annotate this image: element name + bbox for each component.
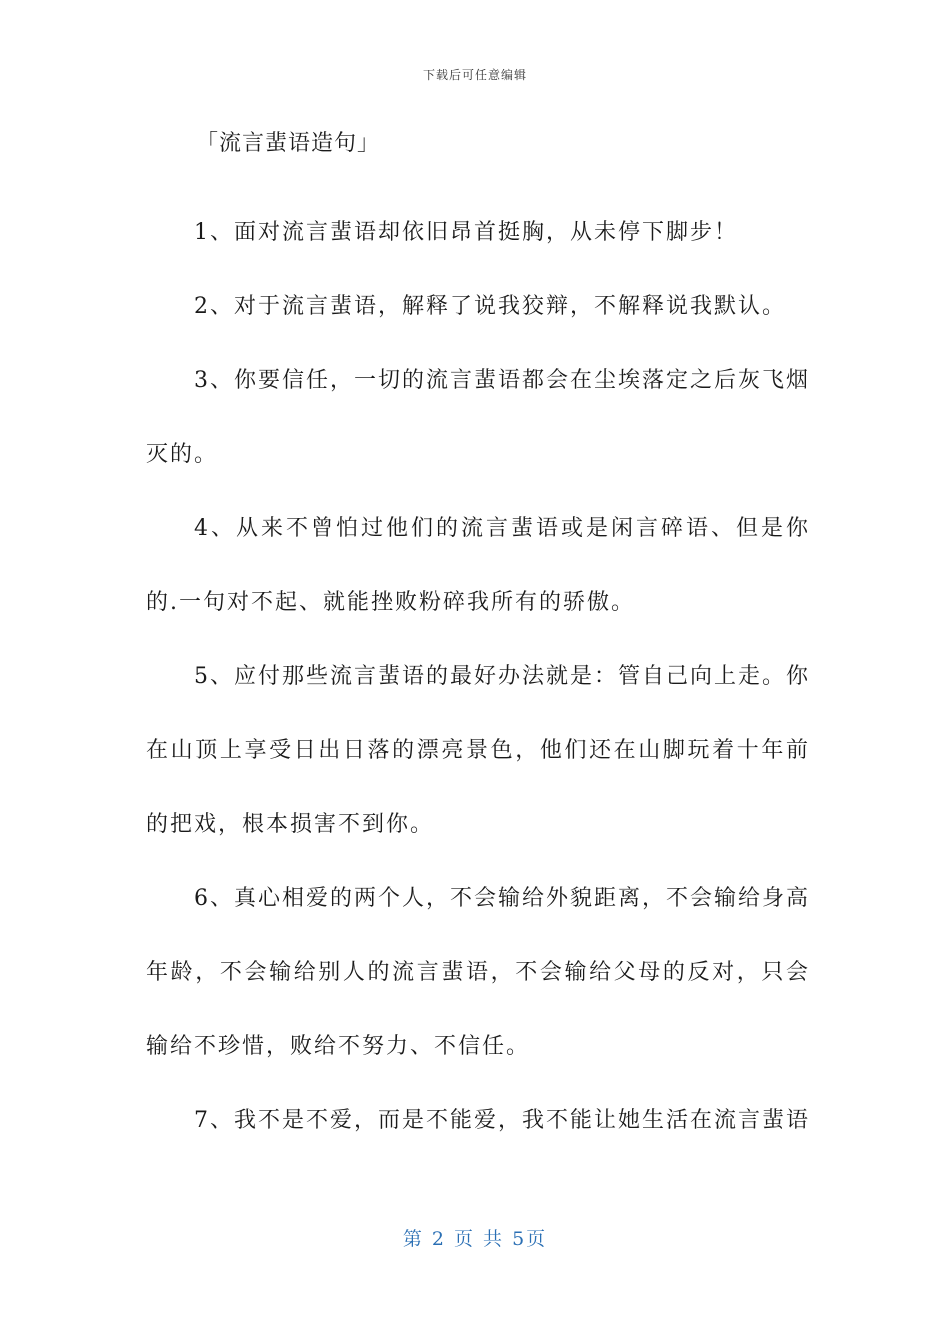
page-number-footer: 第 2 页 共 5页 (402, 1228, 548, 1250)
paragraph-6: 6、真心相爱的两个人，不会输给外貌距离，不会输给身高年龄，不会输给别人的流言蜚语，不会输给父母的反对，只会输给不珍惜，败给不努力、不信任。 (146, 886, 810, 1059)
paragraph-2: 2、对于流言蜚语，解释了说我狡辩，不解释说我默认。 (194, 294, 786, 319)
page-header: 下载后可任意编辑 (422, 68, 527, 82)
document-body (146, 122, 810, 1158)
paragraph-1: 1、面对流言蜚语却依旧昂首挺胸，从未停下脚步！ (194, 220, 738, 245)
paragraph-3: 3、你要信任，一切的流言蜚语都会在尘埃落定之后灰飞烟灭的。 (146, 368, 810, 467)
paragraph-4: 4、从来不曾怕过他们的流言蜚语或是闲言碎语、但是你的.一句对不起、就能挫败粉碎我所有的骄傲。 (146, 516, 810, 615)
paragraph-5: 5、应付那些流言蜚语的最好办法就是：管自己向上走。你在山顶上享受日出日落的漂亮景色，他们还在山脚玩着十年前的把戏，根本损害不到你。 (146, 664, 810, 837)
paragraph-7: 7、我不是不爱，而是不能爱，我不能让她生活在流言蜚语 (194, 1108, 810, 1133)
document-title: 「流言蜚语造句」 (196, 131, 381, 156)
